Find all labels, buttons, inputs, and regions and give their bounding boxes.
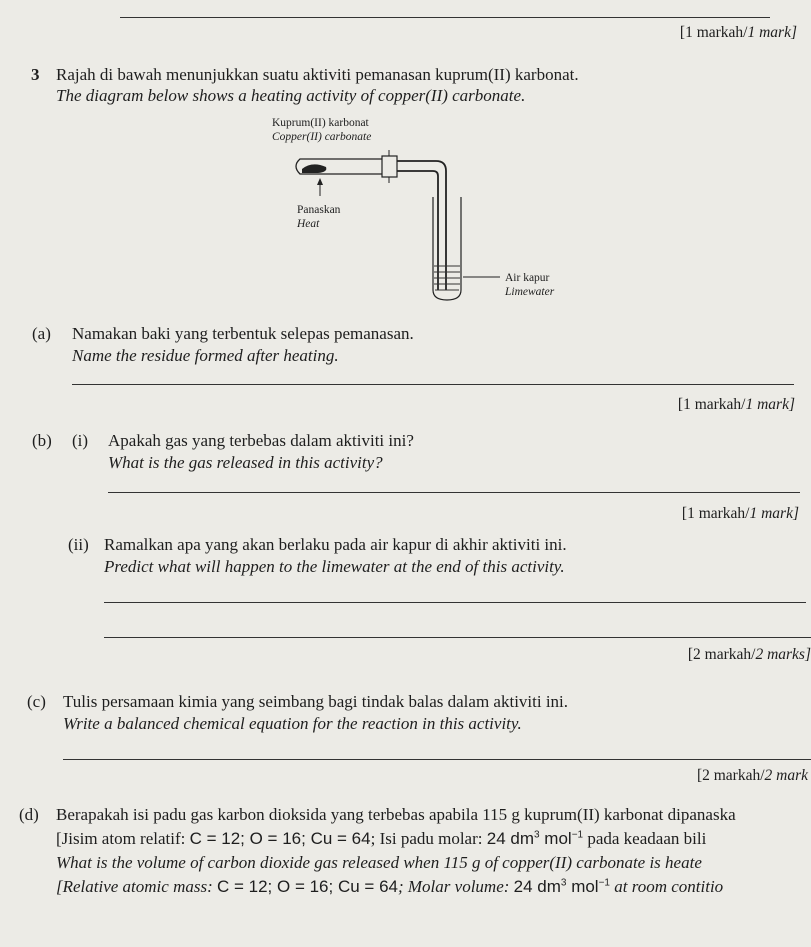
qb-ii-label: (ii) <box>68 535 89 554</box>
label-limewater-malay: Air kapur <box>505 272 550 284</box>
qd-line2-suffix: pada keadaan bili <box>583 829 707 848</box>
label-substance-english: Copper(II) carbonate <box>272 131 372 143</box>
answer-line-b-ii-2[interactable] <box>104 637 811 638</box>
qb-ii-malay: Ramalkan apa yang akan berlaku pada air kapur di akhir aktiviti ini. <box>104 535 567 554</box>
label-heat-english: Heat <box>297 218 320 230</box>
answer-line-c[interactable] <box>63 759 811 760</box>
qd-line2-masses: C = 12; O = 16; Cu = 64 <box>189 829 371 848</box>
qd-line2-mid: ; Isi padu molar: <box>370 829 487 848</box>
stopper <box>382 156 397 177</box>
exponent-3-en: 3 <box>560 877 567 889</box>
qb-i-label: (i) <box>72 431 89 450</box>
mark-b-i <box>682 505 799 523</box>
qd-line4-mid: ; Molar volume: <box>397 877 514 896</box>
label-heat-malay: Panaskan <box>297 204 341 216</box>
qd-molar-volume <box>487 829 583 848</box>
molar-volume-value: 24 dm <box>486 829 534 848</box>
molar-volume-value-en: 24 dm <box>513 877 561 896</box>
answer-line-b-i[interactable] <box>108 492 800 493</box>
question-number: 3 <box>31 65 40 84</box>
qb-label: (b) <box>32 431 52 450</box>
copper-carbonate-sample <box>302 164 326 173</box>
qa-label: (a) <box>32 324 51 343</box>
qc-english: Write a balanced chemical equation for the reaction in this activity. <box>63 714 522 733</box>
mark-b-i-malay: [1 markah/ <box>681 505 750 522</box>
qd-line2 <box>56 829 706 849</box>
qd-line3: What is the volume of carbon dioxide gas released when 115 g of copper(II) carbonate is heate <box>56 853 702 872</box>
mark-b-ii <box>688 646 811 664</box>
exponent-neg1: −1 <box>571 829 584 841</box>
qd-line2-prefix: [Jisim atom relatif: <box>56 829 190 848</box>
qb-ii-english: Predict what will happen to the limewater at the end of this activity. <box>104 557 565 576</box>
mark-c-malay: [2 markah/ <box>696 767 765 784</box>
answer-line-b-ii-1[interactable] <box>104 602 806 603</box>
mol-unit: mol <box>539 829 572 848</box>
qd-line4 <box>56 877 723 897</box>
mark-a-english: 1 mark] <box>745 396 795 413</box>
label-limewater-english: Limewater <box>505 286 555 298</box>
q3-english: The diagram below shows a heating activity of copper(II) carbonate. <box>56 86 526 105</box>
top-mark-malay: [1 markah/ <box>679 24 748 41</box>
qa-malay: Namakan baki yang terbentuk selepas pemanasan. <box>72 324 414 343</box>
qd-line4-prefix: [Relative atomic mass: <box>56 877 217 896</box>
qb-i-english: What is the gas released in this activity? <box>108 453 383 472</box>
mark-c-english: 2 mark <box>764 767 808 784</box>
qa-english: Name the residue formed after heating. <box>72 346 339 365</box>
mark-b-ii-malay: [2 markah/ <box>687 646 756 663</box>
qb-i-malay: Apakah gas yang terbebas dalam aktiviti ini? <box>108 431 414 450</box>
qd-line1: Berapakah isi padu gas karbon dioksida yang terbebas apabila 115 g kuprum(II) karbonat dipanaska <box>56 805 736 824</box>
qc-label: (c) <box>27 692 46 711</box>
qd-label: (d) <box>19 805 39 824</box>
qc-malay: Tulis persamaan kimia yang seimbang bagi tindak balas dalam aktiviti ini. <box>63 692 569 711</box>
q3-malay: Rajah di bawah menunjukkan suatu aktiviti pemanasan kuprum(II) karbonat. <box>56 65 579 84</box>
mark-a <box>678 396 795 414</box>
exponent-3: 3 <box>534 829 540 841</box>
mark-b-i-english: 1 mark] <box>749 505 799 522</box>
top-mark-english: 1 mark] <box>747 24 797 41</box>
mark-a-malay: [1 markah/ <box>677 396 746 413</box>
qd-line4-suffix: at room contitio <box>610 877 724 896</box>
mol-unit-en: mol <box>566 877 599 896</box>
qd-line4-masses: C = 12; O = 16; Cu = 64 <box>217 877 398 896</box>
mark-c <box>697 767 808 785</box>
exponent-neg1-en: −1 <box>598 877 610 889</box>
label-substance-malay: Kuprum(II) karbonat <box>272 117 369 129</box>
qd-line4-molar-volume <box>514 877 610 896</box>
answer-line-a[interactable] <box>72 384 794 385</box>
mark-b-ii-english: 2 marks] <box>755 646 811 663</box>
